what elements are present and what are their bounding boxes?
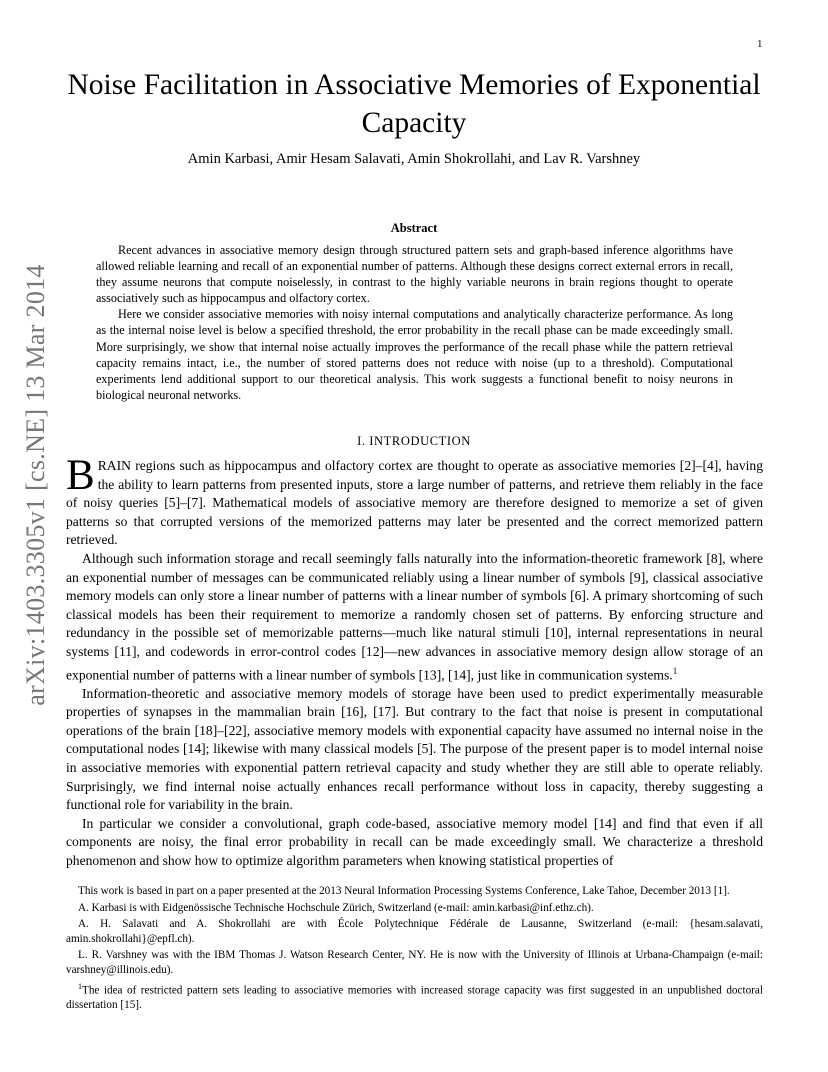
abstract-body — [96, 242, 733, 403]
footnote-affiliation-varshney: L. R. Varshney was with the IBM Thomas J. Watson Research Center, NY. He is now with the University of Illinois at Urbana-Champaign (e-mail: varshney@illinois.edu). — [66, 949, 763, 976]
footnote-numeral: 1 — [78, 981, 82, 991]
drop-cap: B — [66, 452, 95, 499]
introduction-body — [66, 452, 763, 871]
paper-title: Noise Facilitation in Associative Memories of Exponential Capacity — [67, 69, 761, 139]
footnote-text: The idea of restricted pattern sets leading to associative memories with increased storage capacity was first suggested in an unpublished doctoral dissertation [15]. — [66, 984, 763, 1011]
paragraph-text: RAIN regions such as hippocampus and olfactory cortex are thought to operate as associative memories [2]–[4], having the ability to learn patterns from presented inputs, store a large number of patterns, and retrieve them reliably in the face of noisy queries [5]–[7]. Mathematical models of associative memory are therefore designed to memorize a set of given patterns so that corrupted versions of the memorized patterns may later be presented and the correct memorized pattern retrieved. — [66, 458, 763, 548]
author-list: Amin Karbasi, Amir Hesam Salavati, Amin Shokrollahi, and Lav R. Varshney — [187, 151, 641, 167]
body-paragraph — [66, 550, 763, 685]
footnote-1 — [66, 980, 763, 1013]
body-paragraph: In particular we consider a convolutional, graph code-based, associative memory model [14] and find that even if all components are noisy, the final error probability in recall can be made exceedingly small. We characterize a threshold phenomenon and show how to optimize algorithm parameters when knowing statistical properties of — [66, 815, 763, 868]
footnote-funding: This work is based in part on a paper presented at the 2013 Neural Information Processing Systems Conference, Lake Tahoe, December 2013 [1]. — [78, 885, 730, 897]
paragraph-text: Although such information storage and recall seemingly falls naturally into the information-theoretic framework [8], where an exponential number of messages can be communicated reliably using a linear number of symbols [9], classical associative memory models can only store a linear number of patterns with a linear number of symbols [6]. A primary shortcoming of such classical models has been their requirement to memorize a randomly chosen set of patterns. By enforcing structure and redundancy in the possible set of memorizable patterns—much like natural stimuli [10], internal representations in neural systems [11], and codewords in error-control codes [12]—new advances in associative memory design allow storage of an exponential number of patterns with a linear number of symbols [13], [14], just like in communication systems. — [66, 550, 763, 683]
body-paragraph — [66, 452, 763, 550]
abstract-paragraph: Here we consider associative memories with noisy internal computations and analytically characterize performance. As long as the internal noise level is below a specified threshold, the error probability in the recall phase can be made exceedingly small. More surprisingly, we show that internal noise actually improves the performance of the recall phase while the pattern retrieval capacity remains intact, i.e., the number of stored patterns does not reduce with noise (up to a threshold). Computational experiments lend additional support to our theoretical analysis. This work suggests a functional benefit to noisy neurons in biological neuronal networks. — [96, 307, 733, 402]
body-paragraph: Information-theoretic and associative memory models of storage have been used to predict experimentally measurable properties of synapses in the mammalian brain [16], [17]. But contrary to the fact that noise is present in computational operations of the brain [18]–[22], associative memory models with exponential capacity have assumed no internal noise in the computational nodes [14]; likewise with many classical models [5]. The purpose of the present paper is to model internal noise in associative memories with exponential pattern retrieval capacity and study whether they are still able to operate reliably. Surprisingly, we find internal noise actually enhances recall performance without loss in capacity, thereby suggesting a functional role for variability in the brain. — [66, 685, 763, 813]
footnote-affiliation-karbasi: A. Karbasi is with Eidgenössische Technische Hochschule Zürich, Switzerland (e-mail: amin.karbasi@inf.ethz.ch). — [78, 901, 594, 914]
footnote-affiliation-salavati-shokrollahi: A. H. Salavati and A. Shokrollahi are with École Polytechnique Fédérale de Lausanne, Switzerland (e-mail: {hesam.salavati, amin.shokrollahi}@epfl.ch). — [66, 918, 763, 945]
abstract-paragraph: Recent advances in associative memory design through structured pattern sets and graph-based inference algorithms have allowed reliable learning and recall of an exponential number of patterns. Although these designs correct external errors in recall, they assume neurons that compute noiselessly, in contrast to the highly variable neurons in brain regions thought to operate associatively such as hippocampus and olfactory cortex. — [96, 243, 733, 306]
arxiv-identifier-stamp[interactable]: arXiv:1403.3305v1 [cs.NE] 13 Mar 2014 — [21, 264, 50, 706]
section-heading-introduction: I. INTRODUCTION — [357, 434, 471, 448]
page-number: 1 — [757, 38, 763, 50]
abstract-heading: Abstract — [390, 221, 438, 235]
footnotes — [66, 884, 763, 1014]
footnote-marker-link[interactable]: 1 — [672, 665, 678, 676]
